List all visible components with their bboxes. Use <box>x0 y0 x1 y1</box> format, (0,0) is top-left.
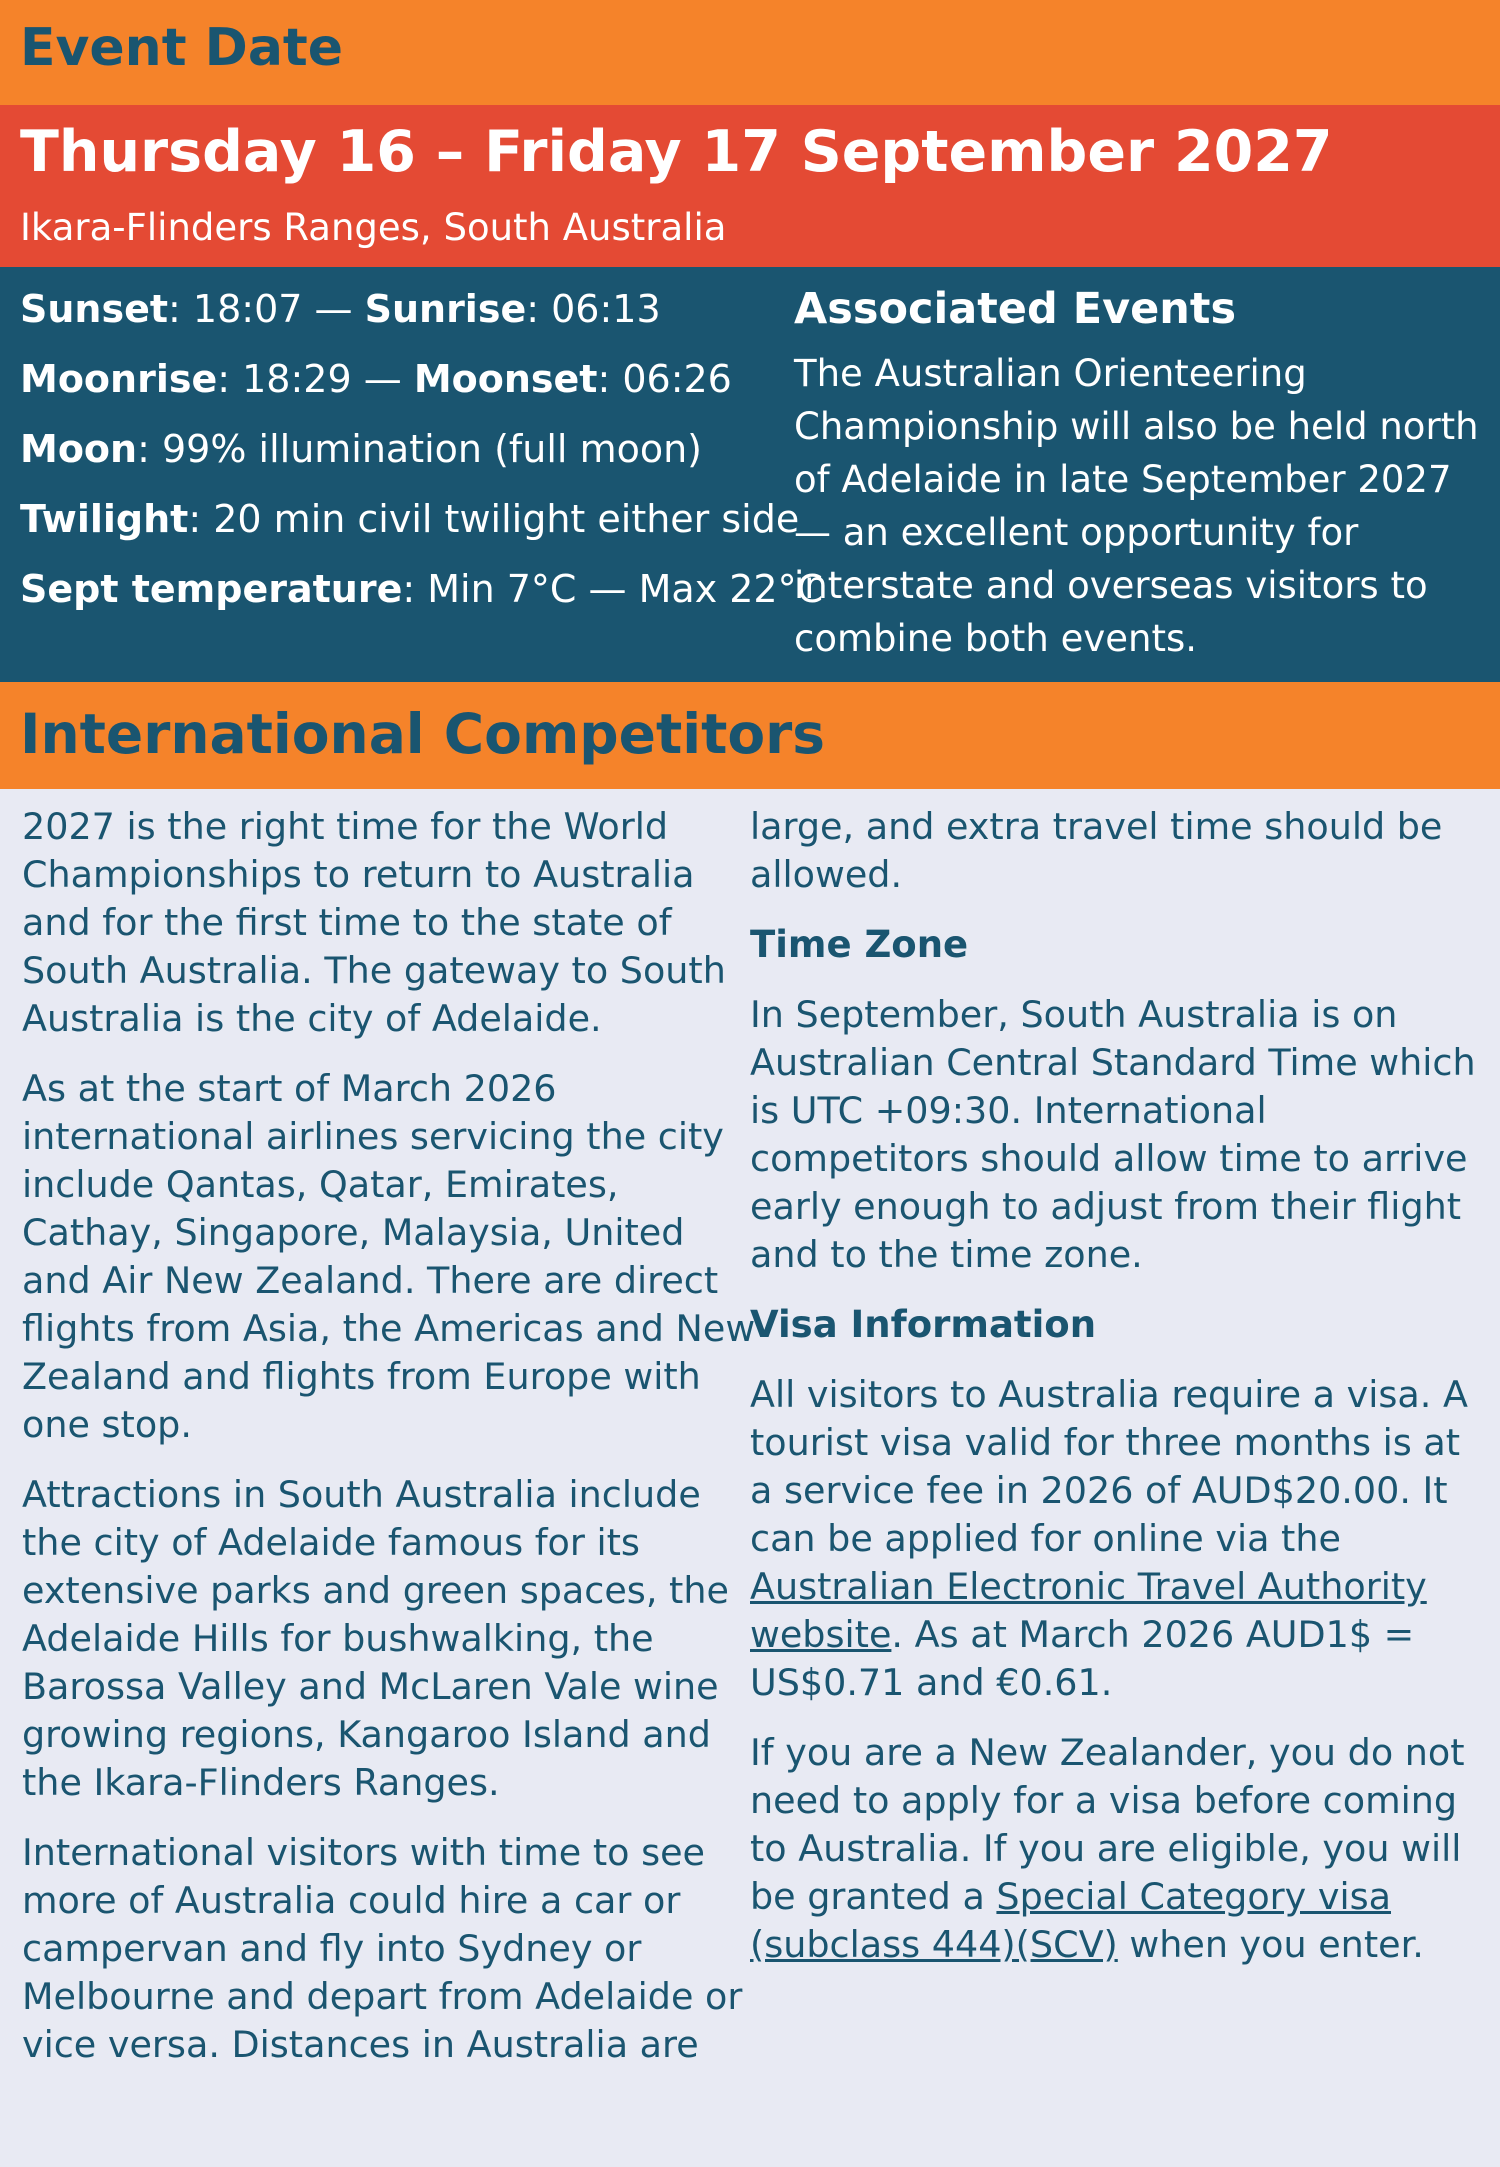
event-dates: Thursday 16 – Friday 17 September 2027 <box>20 119 1333 185</box>
time-zone-paragraph: In September, South Australia is on Australian Central Standard Time which is UTC +09:30. International competitors should allow time to arrive early enough to adjust from their flight and to the time zone. <box>750 993 1476 1276</box>
visa-text-end: . As at March 2026 AUD1$ = US$0.71 and €0.61. <box>750 1613 1415 1704</box>
airlines-paragraph: As at the start of March 2026 international airlines servicing the city include Qantas, Qatar, Emirates, Cathay, Singapore, Malaysia, United and Air New Zealand. There are direct flights from Asia, the Americas and New Zealand and flights from Europe with one stop. <box>22 1067 756 1446</box>
twilight-row <box>20 489 800 559</box>
travel-paragraph: International visitors with time to see more of Australia could hire a car or campervan and fly into Sydney or Melbourne and depart from Adelaide or vice versa. Distances in Australia are <box>22 1831 743 2066</box>
time-zone-heading: Time Zone <box>750 923 969 966</box>
sunrise-label: Sunrise <box>364 287 527 331</box>
associated-events-text: The Australian Orienteering Championship will also be held north of Adelaide in late September 2027 — an excellent opportunity for interstate and overseas visitors to combine both events. <box>794 352 1479 660</box>
astronomy-info-list <box>20 279 824 629</box>
twilight-label: Twilight <box>20 497 189 541</box>
moon-label: Moon <box>20 427 138 471</box>
sunset-sunrise-row <box>20 279 770 349</box>
moon-value: : 99% illumination (full moon) <box>137 427 702 471</box>
visa-text-start: All visitors to Australia require a visa. A tourist visa valid for three months is at a service fee in 2026 of AUD$20.00. It can be applied for online via the <box>750 1373 1468 1560</box>
international-competitors-header <box>0 682 1500 789</box>
attractions-paragraph: Attractions in South Australia include the city of Adelaide famous for its extensive parks and green spaces, the Adelaide Hills for bushwalking, the Barossa Valley and McLaren Vale wine growing regions, Kangaroo Island and the Ikara-Flinders Ranges. <box>22 1473 729 1804</box>
date-band <box>0 105 1500 267</box>
event-date-header <box>0 0 1500 105</box>
sunrise-value: : 06:13 <box>526 287 661 331</box>
sunset-value: : 18:07 — <box>168 287 365 331</box>
right-column <box>750 803 1490 1991</box>
event-date-title: Event Date <box>20 18 344 78</box>
temperature-row <box>20 559 824 629</box>
international-competitors-title: International Competitors <box>20 702 826 766</box>
event-location: Ikara-Flinders Ranges, South Australia <box>20 206 727 249</box>
travel-paragraph-continued: large, and extra travel time should be allowed. <box>750 805 1443 896</box>
moonrise-value: : 18:29 — <box>217 357 414 401</box>
visa-paragraph <box>750 1371 1490 1707</box>
info-band <box>0 267 1500 682</box>
temperature-label: Sept temperature <box>20 567 403 611</box>
moon-row <box>20 419 770 489</box>
temperature-value: : Min 7°C — Max 22°C <box>402 567 824 611</box>
visa-information-heading: Visa Information <box>750 1303 1097 1346</box>
nz-text-end: when you enter. <box>1117 1923 1424 1966</box>
moonrise-label: Moonrise <box>20 357 218 401</box>
moonrise-moonset-row <box>20 349 770 419</box>
associated-events <box>794 277 1484 665</box>
twilight-value: : 20 min civil twilight either side <box>188 497 800 541</box>
special-category-visa-link[interactable]: Special Category visa (subclass 444)(SCV) <box>750 1875 1391 1966</box>
nz-text-start: If you are a New Zealander, you do not need to apply for a visa before coming to Australia. If you are eligible, you will be granted a <box>750 1731 1465 1918</box>
sunset-label: Sunset <box>20 287 169 331</box>
associated-events-heading: Associated Events <box>794 284 1237 334</box>
left-column <box>22 803 757 2091</box>
intro-paragraph: 2027 is the right time for the World Championships to return to Australia and for the first time to the state of South Australia. The gateway to South Australia is the city of Adelaide. <box>22 805 726 1040</box>
eta-website-link[interactable]: Australian Electronic Travel Authority website <box>750 1565 1427 1656</box>
new-zealand-paragraph <box>750 1729 1490 1969</box>
moonset-label: Moonset <box>413 357 598 401</box>
moonset-value: : 06:26 <box>597 357 732 401</box>
